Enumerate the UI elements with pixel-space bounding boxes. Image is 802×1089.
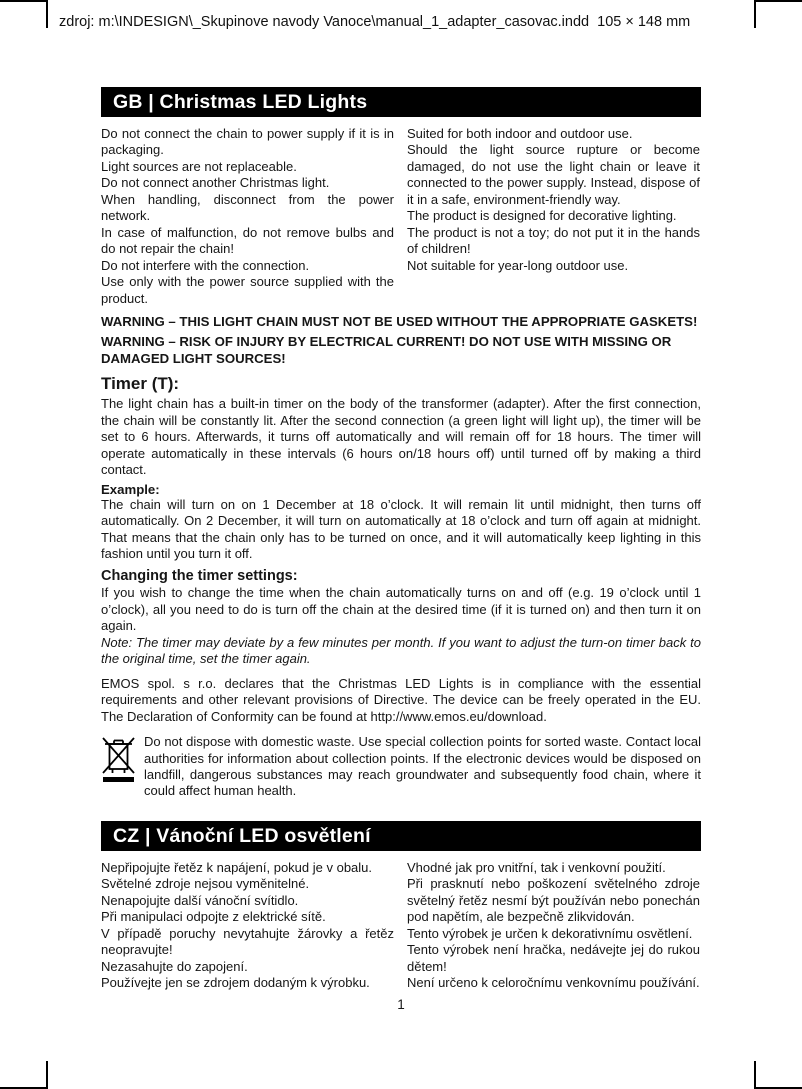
gb-safety-item: When handling, disconnect from the power network.	[101, 191, 394, 224]
source-path-label: zdroj: m:\INDESIGN\_Skupinove navody Vanoce\manual_1_adapter_casovac.indd 105 × 148 mm	[59, 14, 691, 30]
cz-section-title: CZ | Vánoční LED osvětlení	[113, 824, 371, 847]
gb-safety-item: Do not connect another Christmas light.	[101, 175, 330, 191]
declaration-paragraph: EMOS spol. s r.o. declares that the Christmas LED Lights is in compliance with the essential requirements and other relevant provisions of Directive. The device can be freely operated in the EU. The Declaration of Conformity can be found at http://www.emos.eu/download.	[101, 675, 701, 724]
gb-safety-item: In case of malfunction, do not remove bulbs and do not repair the chain!	[101, 224, 394, 257]
gb-safety-item: The product is not a toy; do not put it in the hands of children!	[407, 224, 700, 257]
gb-safety-item: Light sources are not replaceable.	[101, 158, 297, 174]
example-heading: Example:	[101, 481, 160, 497]
gb-safety-item: Use only with the power source supplied with the product.	[101, 274, 394, 306]
crop-mark-top-right-h	[754, 0, 802, 2]
page-number: 1	[397, 997, 405, 1012]
cz-safety-item: Tento výrobek není hračka, nedávejte jej do rukou dětem!	[407, 942, 700, 974]
weee-text: Do not dispose with domestic waste. Use special collection points for sorted waste. Contact local authorities for information about collection points. If the electronic devices would be disposed on landfill, dangerous substances may reach groundwater and subsequently food chain, where it could affect human health.	[144, 734, 701, 799]
changing-timer-heading: Changing the timer settings:	[101, 568, 298, 585]
cz-right-column	[407, 860, 700, 992]
gb-safety-item: Do not connect the chain to power supply if it is in packaging.	[101, 126, 394, 158]
cz-safety-item: V případě poruchy nevytahujte žárovky a řetěz neopravujte!	[101, 925, 394, 958]
crop-mark-top-right-v	[754, 0, 756, 28]
gb-safety-item: Do not interfere with the connection.	[101, 257, 310, 273]
example-paragraph: The chain will turn on on 1 December at 18 o’clock. It will remain lit until midnight, then turns off automatically. On 2 December, it will turn on automatically at 18 o’clock and turn off again at midnight. That means that the chain only has to be turned on once, and it will automatically keep lighting in this fashion until you turn it off.	[101, 496, 701, 561]
cz-safety-item: Tento výrobek je určen k dekorativnímu osvětlení.	[407, 925, 693, 941]
cz-safety-item: Nenapojujte další vánoční svítidlo.	[101, 892, 299, 908]
cz-safety-item: Při manipulaci odpojte z elektrické sítě.	[101, 909, 326, 925]
cz-safety-item: Používejte jen se zdrojem dodaným k výrobku.	[101, 975, 370, 991]
gb-safety-columns	[101, 126, 701, 307]
weee-paragraph	[101, 734, 701, 800]
gb-safety-item: Suited for both indoor and outdoor use.	[407, 126, 633, 141]
cz-left-column	[101, 860, 394, 992]
warning-electrical: WARNING – RISK OF INJURY BY ELECTRICAL CURRENT! DO NOT USE WITH MISSING OR DAMAGED LIGHT SOURCES!	[101, 333, 672, 366]
gb-left-column	[101, 126, 394, 307]
gb-safety-item: Not suitable for year-long outdoor use.	[407, 257, 629, 273]
manual-page-content	[101, 87, 701, 992]
cz-safety-columns	[101, 860, 701, 992]
cz-safety-item: Při prasknutí nebo poškození světelného zdroje světelný řetěz nesmí být používán nebo ponechán pod napětím, ale bezpečně zlikvidován.	[407, 876, 700, 925]
gb-safety-item: The product is designed for decorative lighting.	[407, 208, 677, 224]
cz-safety-item: Nepřipojujte řetěz k napájení, pokud je v obalu.	[101, 859, 373, 875]
weee-crossed-bin-icon	[102, 737, 135, 786]
timer-note-paragraph: Note: The timer may deviate by a few minutes per month. If you want to adjust the turn-on timer back to the original time, set the timer again.	[101, 634, 701, 667]
crop-mark-top-left-v	[46, 0, 48, 28]
cz-safety-item: Vhodné jak pro vnitřní, tak i venkovní použití.	[407, 859, 666, 875]
gb-section-header-bar	[101, 87, 701, 117]
cz-section-header-bar	[101, 821, 701, 851]
crop-mark-bottom-right-v	[754, 1061, 756, 1089]
crop-mark-bottom-left-v	[46, 1061, 48, 1089]
cz-safety-item: Nezasahujte do zapojení.	[101, 958, 248, 974]
gb-right-column	[407, 126, 700, 307]
changing-timer-paragraph: If you wish to change the time when the chain automatically turns on and off (e.g. 19 o’clock until 1 o’clock), all you need to do is turn off the chain at the desired time (if it is turned on) and then turn it on again.	[101, 585, 701, 634]
timer-heading: Timer (T):	[101, 374, 180, 394]
timer-paragraph: The light chain has a built-in timer on the body of the transformer (adapter). After the first connection, the chain will be constantly lit. After the second connection (a green light will light up), the timer will be set to 6 hours. Afterwards, it turns off automatically and will remain off for 18 hours. The timer will operate automatically in these intervals (6 hours on/18 hours off) until turned off by making a third contact.	[101, 396, 701, 478]
cz-safety-item: Není určeno k celoročnímu venkovnímu používání.	[407, 975, 700, 991]
cz-safety-item: Světelné zdroje nejsou vyměnitelné.	[101, 876, 310, 892]
crop-mark-top-left-h	[0, 0, 48, 2]
gb-safety-item: Should the light source rupture or become damaged, do not use the light chain or leave it connected to the power supply. Instead, dispose of it in a safe, environment-friendly way.	[407, 142, 700, 207]
gb-section-title: GB | Christmas LED Lights	[113, 91, 368, 113]
warning-gaskets: WARNING – THIS LIGHT CHAIN MUST NOT BE USED WITHOUT THE APPROPRIATE GASKETS!	[101, 313, 698, 329]
